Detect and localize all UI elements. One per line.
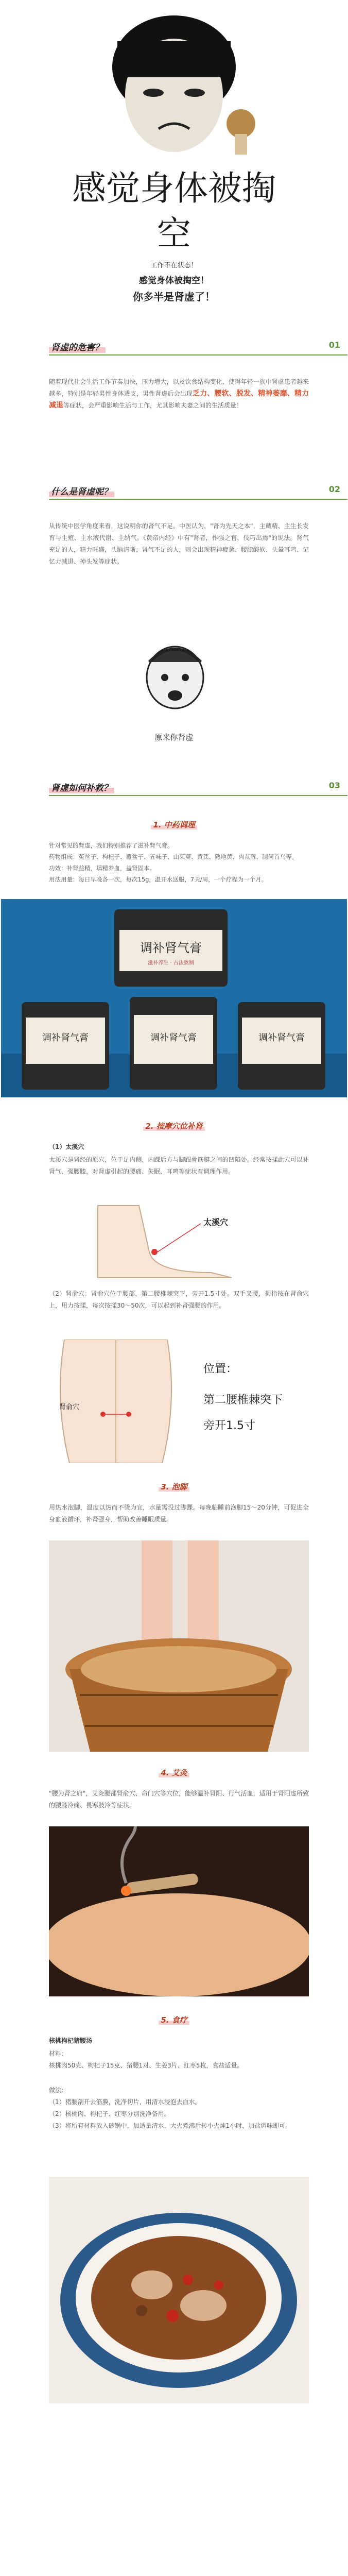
step5-title-text: 5. 食疗	[159, 2015, 189, 2025]
product-jar-label-left: 调补肾气膏	[42, 1032, 89, 1043]
step1-title-text: 1. 中药调理	[151, 820, 197, 829]
position-title: 位置：	[203, 1363, 238, 1376]
position-line1: 第二腰椎棘突下	[203, 1394, 283, 1406]
section-number: 02	[328, 484, 340, 494]
step5-dish: 核桃枸杞猪腰汤	[49, 2037, 93, 2044]
section1-paragraph	[49, 376, 309, 412]
step3-title	[0, 1481, 348, 1492]
hero-title-line2: 空	[157, 214, 191, 253]
section-label: 肾虚的危害？	[49, 340, 106, 353]
step5-method-head: 做法：	[49, 2087, 68, 2094]
meme-image-shocked	[124, 641, 227, 719]
hero-sub3: 你多半是肾虚了！	[133, 291, 215, 303]
meme2-caption: 原来你肾虚	[154, 733, 194, 742]
step2-item1-head: （1）太溪穴	[49, 1143, 84, 1150]
soup-photo	[49, 2177, 309, 2403]
product-jar-label: 调补肾气膏	[140, 941, 202, 955]
section-divider	[49, 795, 347, 796]
step2-item1-text: 太溪穴是肾经的原穴，位于足内侧，内踝后方与脚跟骨筋腱之间的凹陷处。经常按揉此穴可以补肾气、强腰膝，对肾虚引起的腰痛、失眠、耳鸣等症状有调理作用。	[49, 1156, 309, 1175]
step1-line: 药物组成：菟丝子、枸杞子、覆盆子、五味子、山茱萸、黄芪、熟地黄、肉苁蓉、制何首乌等。	[49, 853, 298, 860]
step5-step: （3）将所有材料放入砂锅中，加适量清水，大火煮沸后转小火炖1小时，加盐调味即可。	[49, 2122, 292, 2129]
section-header-1	[49, 340, 347, 359]
section-number: 01	[328, 340, 340, 350]
product-jar-sublabel: 滋补养生 · 古法熬制	[148, 960, 194, 966]
product-photo	[1, 899, 347, 1097]
hero-title	[0, 166, 348, 257]
back-point-label: 肾俞穴	[59, 1403, 80, 1411]
footbath-photo	[49, 1540, 309, 1752]
step5-title	[0, 2014, 348, 2025]
section1-text-a: 随着现代社会生活工作节奏加快，压力增大，以及饮食结构变化，使得年轻一族中肾虚患者越来越多，特别是年轻男性身体透支，男性肾虚后会出现	[49, 378, 309, 397]
step3-title-text: 3. 泡脚	[159, 1482, 189, 1492]
section-label: 什么是肾虚呢？	[49, 484, 114, 497]
step2-title-text: 2. 按摩穴位补肾	[143, 1122, 204, 1131]
hero-sub2: 感觉身体被掏空！	[139, 276, 209, 286]
step4-text: "腰为肾之府"，艾灸腰部肾俞穴、命门穴等穴位，能够温补肾阳、行气活血，适用于肾阳虚所致的腰膝冷痛、畏寒肢冷等症状。	[49, 1790, 309, 1809]
section-number: 03	[328, 781, 340, 790]
step1-title	[0, 819, 348, 830]
step4-title-text: 4. 艾灸	[159, 1768, 189, 1777]
step5-step: （1）猪腰剖开去筋膜，洗净切片，用清水浸泡去血水。	[49, 2098, 201, 2106]
ankle-diagram	[77, 1200, 273, 1283]
meme-image-tired	[71, 5, 277, 165]
product-jar-label-right: 调补肾气膏	[258, 1032, 305, 1043]
step5-step: （2）核桃肉、枸杞子、红枣分别洗净备用。	[49, 2110, 170, 2117]
step1-line: 用法用量：每日早晚各一次，每次15g，温开水送服，7天/周，一个疗程为一个月。	[49, 876, 268, 883]
hero-title-line1: 感觉身体被掏	[72, 168, 276, 208]
moxibustion-photo	[49, 1826, 309, 1996]
section1-text-b: 等症状，会严重影响生活与工作，尤其影响夫妻之间的生活质量！	[63, 402, 243, 409]
section-divider	[49, 499, 347, 500]
section-divider	[49, 354, 347, 355]
step2-title	[0, 1121, 348, 1131]
step2-item2-text: （2）肾俞穴：肾俞穴位于腰部，第二腰椎棘突下，旁开1.5寸处。双手叉腰，拇指按在肾俞穴上，用力按揉，每次按揉30～50次，可以起到补肾强腰的作用。	[49, 1290, 309, 1309]
back-diagram	[49, 1340, 309, 1463]
section-header-2	[49, 484, 347, 503]
section-header-3	[49, 781, 347, 799]
step5-materials: 核桃肉50克、枸杞子15克、猪腰1对、生姜3片、红枣5枚，食盐适量。	[49, 2062, 243, 2069]
step1-line: 针对常见的肾虚，我们特别推荐了滋补肾气膏。	[49, 842, 173, 849]
product-jar-label-center: 调补肾气膏	[150, 1032, 197, 1043]
section2-paragraph: 从传统中医学角度来看，这说明你的肾气不足。中医认为，"肾为先天之本"，主藏精、主生长发育与生殖、主水液代谢、主纳气。《黄帝内经》中有"肾者，作强之官，伎巧出焉"的说法。肾气充足的人，精力旺盛，头脑清晰；肾气不足的人，则会出现精神疲惫、腰膝酸软、头晕耳鸣、记忆力减退、掉头发等症状。	[49, 522, 309, 565]
section-label: 肾虚如何补救？	[49, 781, 114, 793]
position-line2: 旁开1.5寸	[203, 1419, 255, 1432]
step3-text: 用热水泡脚，温度以热而不烫为宜，水量需没过脚踝。每晚临睡前泡脚15～20分钟，可促进全身血液循环，补肾强身，帮助改善睡眠质量。	[49, 1504, 309, 1523]
ankle-point-label: 太溪穴	[203, 1217, 229, 1227]
hero-sub1: 工作不在状态！	[150, 262, 198, 269]
section1-highlight: 乏力、腰软、脱发、精神萎靡、精力减退	[49, 389, 309, 410]
step4-title	[0, 1767, 348, 1778]
step5-material-head: 材料：	[49, 2050, 68, 2057]
step5-steps	[49, 2096, 309, 2132]
step1-line: 功效：补肾益精，填精养血，益肾固本。	[49, 865, 155, 872]
step1-lines	[49, 840, 309, 885]
